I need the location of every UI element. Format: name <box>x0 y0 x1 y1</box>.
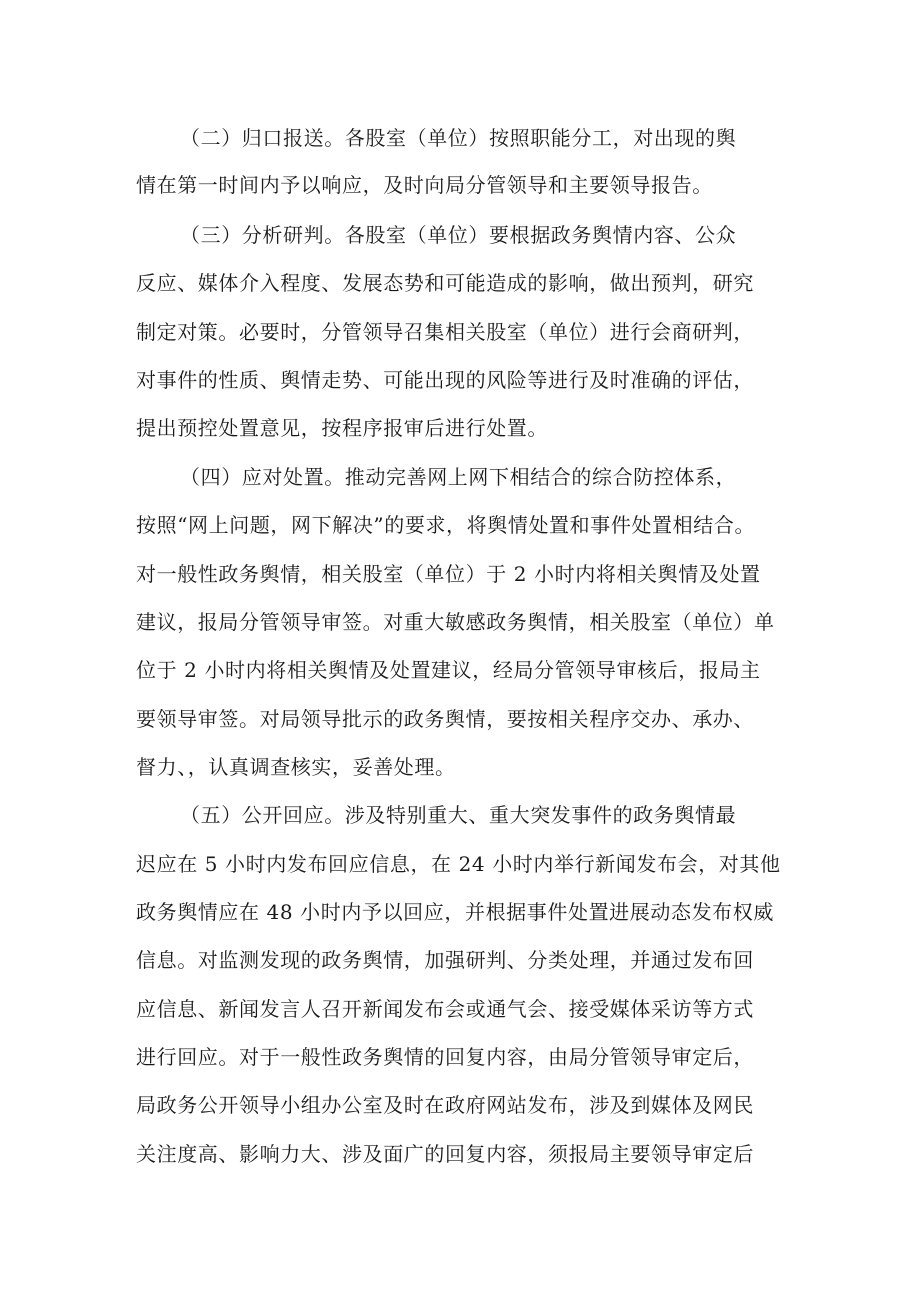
paragraph-line: 对事件的性质、舆情走势、可能出现的风险等进行及时准确的评估， <box>136 368 754 392</box>
paragraph-line: 反应、媒体介入程度、发展态势和可能造成的影响，做出预判，研究 <box>136 271 754 295</box>
paragraph-line: 进行回应。对于一般性政务舆情的回复内容，由局分管领导审定后， <box>136 1045 754 1069</box>
paragraph-line: 政务舆情应在 48 小时内予以回应，并根据事件处置进展动态发布权威 <box>136 900 774 924</box>
paragraph-line: 情在第一时间内予以响应，及时向局分管领导和主要领导报告。 <box>136 173 713 197</box>
paragraph-line: 位于 2 小时内将相关舆情及处置建议，经局分管领导审核后，报局主 <box>136 658 761 682</box>
paragraph-line: （四）应对处置。推动完善网上网下相结合的综合防控体系， <box>180 465 737 489</box>
paragraph-line: 迟应在 5 小时内发布回应信息，在 24 小时内举行新闻发布会，对其他 <box>136 852 781 876</box>
paragraph-line: 信息。对监测发现的政务舆情，加强研判、分类处理，并通过发布回 <box>136 948 754 972</box>
paragraph-line: （三）分析研判。各股室（单位）要根据政务舆情内容、公众 <box>180 223 737 247</box>
paragraph-line: 督力、，认真调查核实，妥善处理。 <box>136 755 456 779</box>
paragraph-line: 提出预控处置意见，按程序报审后进行处置。 <box>136 416 548 440</box>
paragraph-line: 应信息、新闻发言人召开新闻发布会或通气会、接受媒体采访等方式 <box>136 997 754 1021</box>
paragraph-line: 对一般性政务舆情，相关股室（单位）于 2 小时内将相关舆情及处置 <box>136 562 761 586</box>
paragraph-line: （五）公开回应。涉及特别重大、重大突发事件的政务舆情最 <box>180 803 737 827</box>
paragraph-line: 制定对策。必要时，分管领导召集相关股室（单位）进行会商研判， <box>136 320 754 344</box>
paragraph-line: 建议，报局分管领导审签。对重大敏感政务舆情，相关股室（单位）单 <box>136 610 775 634</box>
paragraph-line: （二）归口报送。各股室（单位）按照职能分工，对出现的舆 <box>180 126 737 150</box>
paragraph-line: 要领导审签。对局领导批示的政务舆情，要按相关程序交办、承办、 <box>136 707 754 731</box>
paragraph-line: 按照“网上问题，网下解决”的要求，将舆情处置和事件处置相结合。 <box>136 513 756 537</box>
paragraph-line: 局政务公开领导小组办公室及时在政府网站发布，涉及到媒体及网民 <box>136 1093 754 1117</box>
paragraph-line: 关注度高、影响力大、涉及面广的回复内容，须报局主要领导审定后 <box>136 1142 754 1166</box>
